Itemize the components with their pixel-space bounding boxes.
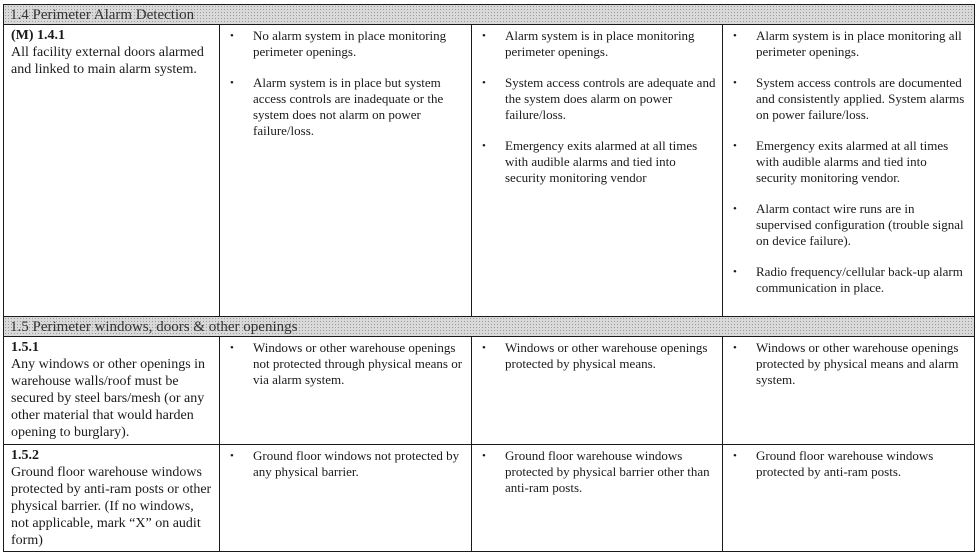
list-item: • Ground floor warehouse windows protected by anti-ram posts.	[733, 448, 934, 479]
list-item: • Alarm system is in place but system access controls are inadequate or the system does not alarm on power failure/loss.	[230, 75, 444, 138]
requirement-text: Ground floor warehouse windows protected by anti-ram posts or other physical barrier. (If no windows, not applicable, mark “X” on audit form)	[11, 465, 212, 548]
list-item: • Ground floor windows not protected by any physical barrier.	[230, 448, 460, 479]
level-3-cell	[723, 25, 974, 316]
requirement-cell	[4, 25, 220, 316]
level-2-cell	[472, 337, 723, 444]
level-1-cell	[220, 25, 472, 316]
list-item: • Radio frequency/cellular back-up alarm communication in place.	[733, 264, 963, 295]
list-item: • Windows or other warehouse openings not protected through physical means or via alarm system.	[230, 340, 463, 387]
requirement-cell	[4, 445, 220, 551]
list-item: • System access controls are documented and consistently applied. System alarms on power failure/loss.	[733, 75, 965, 122]
list-item: • Alarm contact wire runs are in supervised configuration (trouble signal on device failure).	[733, 201, 964, 248]
level-3-cell	[723, 337, 974, 444]
list-item: • No alarm system in place monitoring perimeter openings.	[230, 28, 447, 59]
requirement-id: 1.5.1	[11, 340, 39, 355]
requirement-id: (M) 1.4.1	[11, 28, 66, 43]
requirement-text: Any windows or other openings in warehouse walls/roof must be secured by steel bars/mesh (or any other material that would harden opening to burglary).	[11, 357, 206, 440]
requirement-cell	[4, 337, 220, 444]
requirement-text: All facility external doors alarmed and linked to main alarm system.	[11, 45, 204, 77]
list-item: • Alarm system is in place monitoring all perimeter openings.	[733, 28, 962, 59]
table-row	[4, 25, 974, 317]
list-item: • Emergency exits alarmed at all times with audible alarms and tied into security monitoring vendor	[482, 138, 698, 185]
level-3-cell	[723, 445, 974, 551]
list-item: • Windows or other warehouse openings protected by physical means and alarm system.	[733, 340, 959, 387]
section-header-1-5: 1.5 Perimeter windows, doors & other openings	[4, 317, 974, 337]
level-2-cell	[472, 445, 723, 551]
level-1-cell	[220, 445, 472, 551]
table-row	[4, 445, 974, 551]
list-item: • Windows or other warehouse openings protected by physical means.	[482, 340, 708, 371]
list-item: • Alarm system is in place monitoring perimeter openings.	[482, 28, 695, 59]
requirement-id: 1.5.2	[11, 448, 39, 463]
list-item: • Emergency exits alarmed at all times with audible alarms and tied into security monitoring vendor.	[733, 138, 949, 185]
list-item: • System access controls are adequate and the system does alarm on power failure/loss.	[482, 75, 716, 122]
audit-table	[3, 4, 975, 552]
list-item: • Ground floor warehouse windows protected by physical barrier other than anti-ram posts.	[482, 448, 710, 495]
section-header-1-4: 1.4 Perimeter Alarm Detection	[4, 5, 974, 25]
table-row	[4, 337, 974, 445]
level-2-cell	[472, 25, 723, 316]
level-1-cell	[220, 337, 472, 444]
